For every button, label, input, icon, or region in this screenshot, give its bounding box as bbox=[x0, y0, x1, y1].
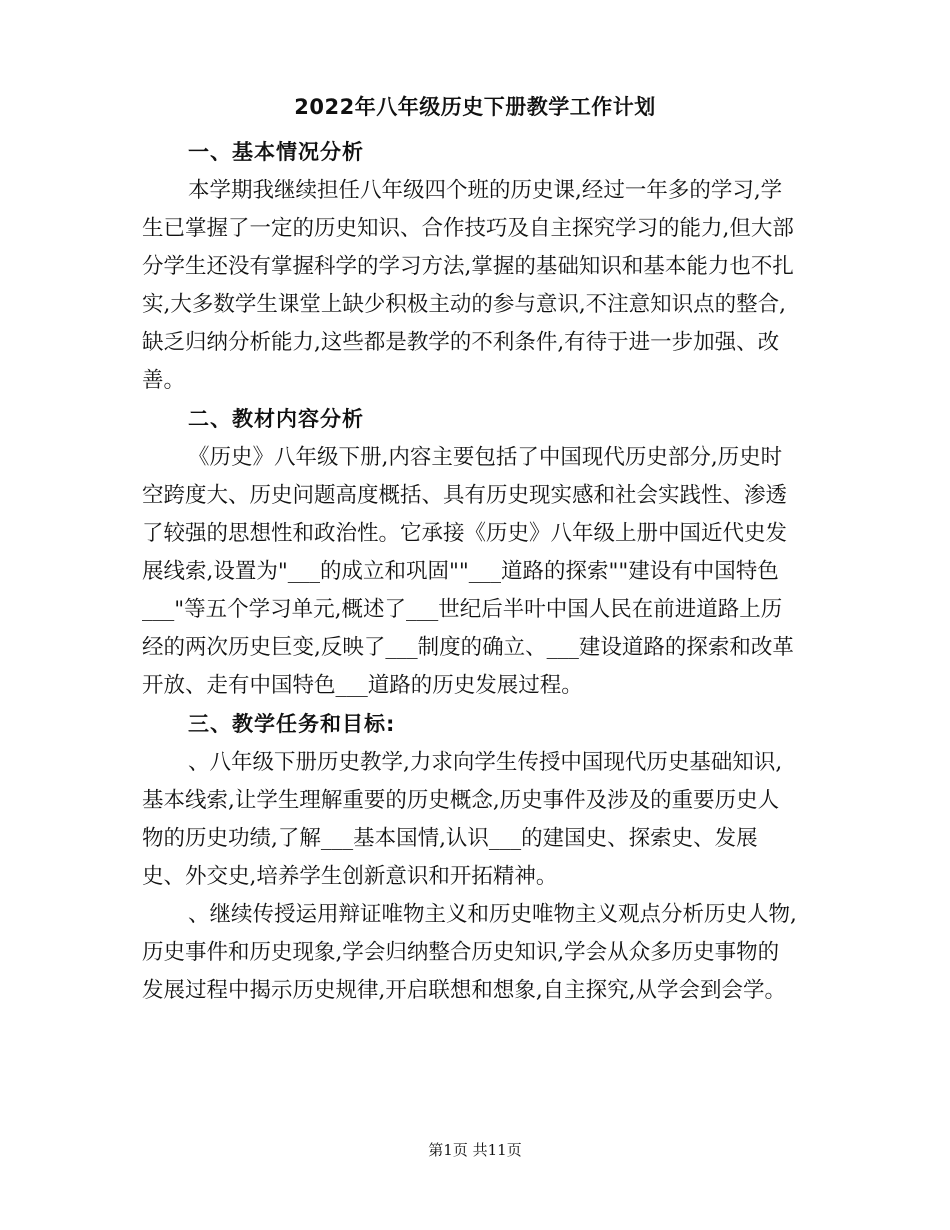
paragraph-line: 历史事件和历史现象,学会归纳整合历史知识,学会从众多历史事物的 bbox=[142, 940, 780, 965]
paragraph-line: 、继续传授运用辩证唯物主义和历史唯物主义观点分析历史人物, bbox=[188, 902, 797, 927]
paragraph-line: 分学生还没有掌握科学的学习方法,掌握的基础知识和基本能力也不扎 bbox=[142, 254, 794, 279]
paragraph-line: 展线索,设置为"___的成立和巩固""___道路的探索""建设有中国特色 bbox=[142, 559, 779, 584]
paragraph-line: 善。 bbox=[142, 368, 186, 393]
paragraph-line: 开放、走有中国特色___道路的历史发展过程。 bbox=[142, 673, 583, 698]
paragraph-line: 了较强的思想性和政治性。它承接《历史》八年级上册中国近代史发 bbox=[142, 521, 788, 546]
paragraph-line: 经的两次历史巨变,反映了___制度的确立、___建设道路的探索和改革 bbox=[142, 635, 794, 660]
paragraph-line: 基本线索,让学生理解重要的历史概念,历史事件及涉及的重要历史人 bbox=[142, 788, 780, 813]
document-title: 2022年八年级历史下册教学工作计划 bbox=[294, 95, 656, 119]
paragraph-line: 、八年级下册历史教学,力求向学生传授中国现代历史基础知识, bbox=[188, 750, 783, 775]
paragraph-line: 《历史》八年级下册,内容主要包括了中国现代历史部分,历史时 bbox=[188, 445, 783, 470]
paragraph-line: 物的历史功绩,了解___基本国情,认识___的建国史、探索史、发展 bbox=[142, 826, 758, 851]
paragraph-line: 生已掌握了一定的历史知识、合作技巧及自主探究学习的能力,但大部 bbox=[142, 216, 794, 241]
section-heading-teaching-goals: 三、教学任务和目标: bbox=[188, 712, 396, 736]
paragraph-line: 发展过程中揭示历史规律,开启联想和想象,自主探究,从学会到会学。 bbox=[142, 978, 787, 1003]
page-number-footer: 第1页 共11页 bbox=[428, 1141, 522, 1159]
paragraph-line: 史、外交史,培养学生创新意识和开拓精神。 bbox=[142, 864, 558, 889]
paragraph-line: 本学期我继续担任八年级四个班的历史课,经过一年多的学习,学 bbox=[188, 178, 783, 203]
section-heading-textbook-analysis: 二、教材内容分析 bbox=[188, 407, 364, 431]
paragraph-line: 缺乏归纳分析能力,这些都是教学的不利条件,有待于进一步加强、改 bbox=[142, 330, 780, 355]
section-heading-basic-situation: 一、基本情况分析 bbox=[188, 140, 364, 164]
paragraph-line: ___"等五个学习单元,概述了___世纪后半叶中国人民在前进道路上历 bbox=[142, 597, 783, 622]
paragraph-line: 实,大多数学生课堂上缺少积极主动的参与意识,不注意知识点的整合, bbox=[142, 292, 787, 317]
paragraph-line: 空跨度大、历史问题高度概括、具有历史现实感和社会实践性、渗透 bbox=[142, 483, 788, 508]
